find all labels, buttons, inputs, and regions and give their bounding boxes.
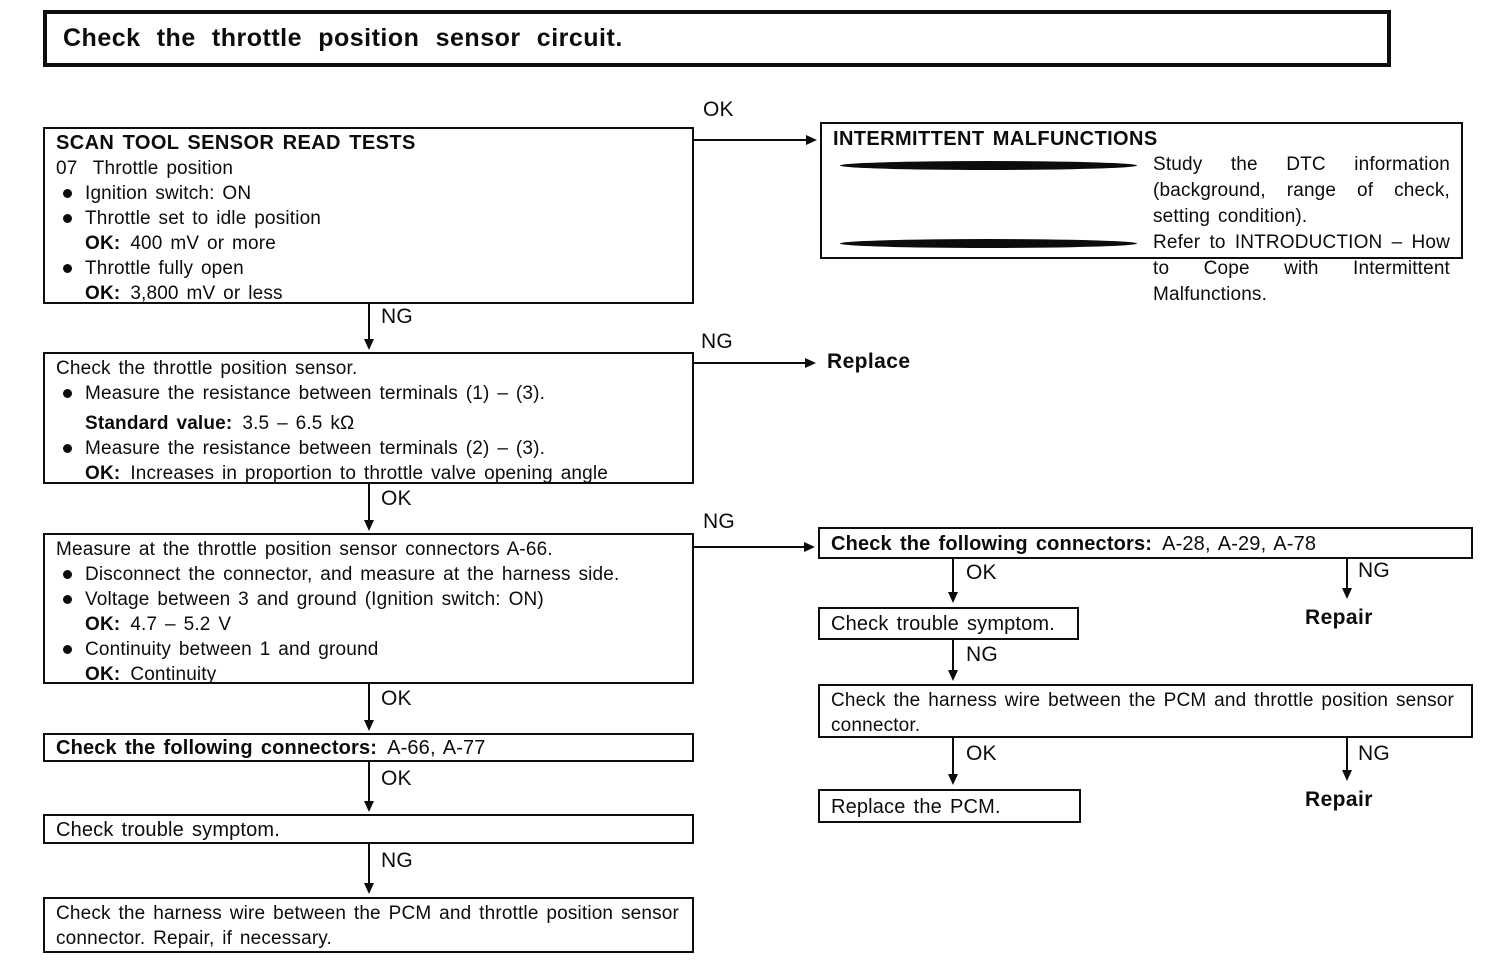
list-item-text: Throttle set to idle position: [85, 208, 322, 229]
arrow-line: [952, 738, 954, 775]
standard-value: [56, 411, 681, 436]
box-text: Replace the PCM.: [831, 796, 1001, 818]
box-text: Check trouble symptom.: [831, 613, 1055, 635]
arrow-down-icon: [1342, 770, 1352, 781]
arrow-label-ng: NG: [703, 510, 735, 533]
terminal-repair: Repair: [1305, 788, 1373, 811]
arrow-right-icon: [804, 542, 815, 552]
connector-list: A-66, A-77: [387, 737, 486, 759]
flow-box-intermittent-malfunctions: [820, 122, 1463, 305]
arrow-line: [693, 362, 805, 364]
ok-label: OK:: [85, 233, 121, 254]
arrow-label-ng: NG: [381, 305, 413, 328]
list-item-text: Study the DTC information (background, range of check, setting condition).: [1153, 154, 1450, 227]
flow-box-harness-right: [818, 684, 1473, 738]
arrow-down-icon: [948, 670, 958, 681]
box-heading: INTERMITTENT MALFUNCTIONS: [833, 128, 1158, 150]
flow-box-harness-left: [43, 897, 694, 953]
standard-value-text: 3.5 – 6.5 kΩ: [242, 413, 355, 434]
ok-condition: [56, 612, 681, 637]
terminal-repair: Repair: [1305, 606, 1373, 629]
arrow-label-ng: NG: [701, 330, 733, 353]
arrow-down-icon: [948, 774, 958, 785]
flow-box-trouble-symptom-right: [818, 607, 1079, 640]
list-item: [56, 381, 681, 406]
arrow-line: [368, 303, 370, 340]
arrow-line: [368, 684, 370, 721]
ok-value: 4.7 – 5.2 V: [130, 614, 232, 635]
ok-value: Continuity: [130, 664, 217, 685]
box-text: Check the harness wire between the PCM and throttle position sensor connector.: [831, 690, 1454, 736]
ok-label: OK:: [85, 463, 121, 484]
arrow-down-icon: [364, 801, 374, 812]
bullet-icon: [63, 595, 72, 604]
terminal-replace: Replace: [827, 350, 911, 373]
arrow-label-ok: OK: [966, 742, 997, 765]
arrow-label-ok: OK: [966, 561, 997, 584]
box-heading: Check the following connectors:: [56, 737, 378, 759]
arrow-line: [952, 559, 954, 593]
arrow-down-icon: [364, 520, 374, 531]
standard-value-label: Standard value:: [85, 413, 233, 434]
ok-value: Increases in proportion to throttle valve opening angle: [130, 463, 608, 484]
box-heading: SCAN TOOL SENSOR READ TESTS: [56, 132, 416, 154]
box-text: Check the harness wire between the PCM and throttle position sensor connector. Repair, if necessary.: [56, 903, 679, 949]
list-item: [56, 562, 681, 587]
arrow-line: [368, 484, 370, 521]
arrow-line: [1346, 738, 1348, 771]
page-title: Check the throttle position sensor circuit.: [63, 24, 623, 52]
ok-value: 400 mV or more: [130, 233, 276, 254]
list-item: [56, 256, 681, 281]
arrow-label-ng: NG: [966, 643, 998, 666]
flow-box-replace-pcm: [818, 789, 1081, 823]
flow-box-measure-connectors: [43, 533, 694, 684]
arrow-down-icon: [364, 339, 374, 350]
list-item-text: Disconnect the connector, and measure at the harness side.: [85, 564, 620, 585]
arrow-line: [368, 844, 370, 884]
bullet-icon: [63, 570, 72, 579]
flow-box-check-sensor: [43, 352, 694, 484]
arrow-line: [1346, 559, 1348, 589]
flow-box-connectors-left: [43, 733, 694, 762]
ok-label: OK:: [85, 283, 121, 304]
list-item-text: Voltage between 3 and ground (Ignition switch: ON): [85, 589, 544, 610]
list-item-text: Continuity between 1 and ground: [85, 639, 379, 660]
box-heading: Measure at the throttle position sensor connectors A-66.: [56, 539, 553, 560]
list-item-text: Refer to INTRODUCTION – How to Cope with Intermittent Malfunctions.: [1153, 232, 1450, 305]
list-item: [56, 436, 681, 461]
list-item: [56, 637, 681, 662]
bullet-icon: [63, 214, 72, 223]
flow-box-connectors-right: [818, 527, 1473, 559]
arrow-line: [693, 139, 806, 141]
list-item: [56, 587, 681, 612]
list-item-text: Measure the resistance between terminals (1) – (3).: [85, 383, 546, 404]
list-item-text: Measure the resistance between terminals (2) – (3).: [85, 438, 546, 459]
bullet-icon: [840, 161, 1137, 170]
arrow-label-ng: NG: [1358, 742, 1390, 765]
ok-value: 3,800 mV or less: [130, 283, 283, 304]
bullet-icon: [63, 444, 72, 453]
ok-condition: [56, 461, 681, 486]
arrow-down-icon: [364, 720, 374, 731]
list-item: [56, 181, 681, 206]
arrow-label-ok: OK: [381, 767, 412, 790]
bullet-icon: [63, 264, 72, 273]
bullet-icon: [840, 239, 1137, 248]
arrow-label-ok: OK: [381, 687, 412, 710]
list-item-text: Throttle fully open: [85, 258, 244, 279]
box-heading: Check the following connectors:: [831, 533, 1153, 555]
list-item: [56, 206, 681, 231]
arrow-down-icon: [948, 592, 958, 603]
bullet-icon: [63, 645, 72, 654]
arrow-down-icon: [364, 883, 374, 894]
list-item-text: Ignition switch: ON: [85, 183, 252, 204]
flow-box-scan-tool-tests: [43, 127, 694, 304]
box-text: Check trouble symptom.: [56, 819, 280, 841]
arrow-label-ng: NG: [381, 849, 413, 872]
connector-list: A-28, A-29, A-78: [1162, 533, 1317, 555]
arrow-line: [952, 640, 954, 671]
list-item: [833, 230, 1450, 308]
title-box: [43, 10, 1391, 67]
ok-label: OK:: [85, 664, 121, 685]
bullet-icon: [63, 189, 72, 198]
ok-condition: [56, 231, 681, 256]
flow-box-trouble-symptom-left: [43, 814, 694, 844]
arrow-right-icon: [806, 135, 817, 145]
bullet-icon: [63, 389, 72, 398]
arrow-right-icon: [805, 358, 816, 368]
ok-label: OK:: [85, 614, 121, 635]
arrow-line: [368, 762, 370, 802]
arrow-label-ok: OK: [381, 487, 412, 510]
arrow-line: [693, 546, 804, 548]
box-heading: Check the throttle position sensor.: [56, 358, 358, 379]
arrow-label-ok: OK: [703, 98, 734, 121]
box-line: 07 Throttle position: [56, 158, 234, 179]
arrow-down-icon: [1342, 588, 1352, 599]
list-item: [833, 152, 1450, 230]
arrow-label-ng: NG: [1358, 559, 1390, 582]
